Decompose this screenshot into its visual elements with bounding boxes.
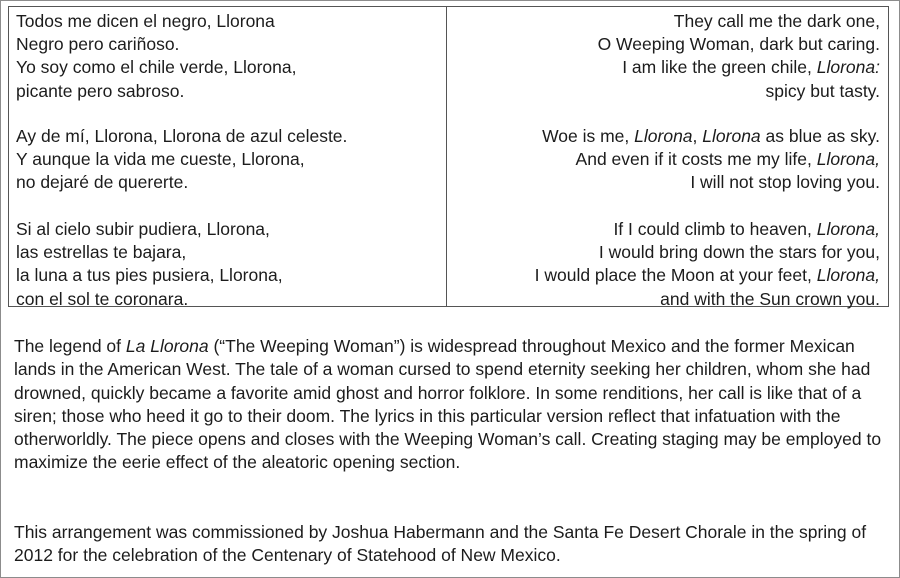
lyric-text: Woe is me, [542, 126, 635, 146]
lyric-line: la luna a tus pies pusiera, Llorona, [16, 265, 283, 286]
lyric-line: Todos me dicen el negro, Llorona [16, 11, 275, 31]
llorona-italic: Llorona [702, 126, 761, 146]
llorona-italic: Llorona: [816, 57, 880, 78]
lyric-line: Negro pero cariñoso. [16, 34, 180, 55]
spanish-stanza-1 [9, 10, 446, 103]
lyric-text: I am like the green chile, [622, 57, 817, 78]
lyric-line: Ay de mí, Llorona, Llorona de azul celeste. [16, 126, 348, 146]
lyric-line: and with the Sun crown you. [660, 288, 880, 309]
description-paragraph-2 [14, 521, 884, 568]
lyric-line: Si al cielo subir pudiera, Llorona, [16, 219, 270, 239]
lyric-line [447, 218, 880, 241]
lyric-line: las estrellas te bajara, [16, 242, 187, 263]
llorona-italic: Llorona, [816, 265, 880, 286]
english-stanza-3 [447, 218, 888, 311]
description-paragraph-1 [14, 335, 884, 475]
legend-paragraph [14, 335, 884, 475]
lyric-line: I will not stop loving you. [690, 172, 880, 193]
lyric-line: They call me the dark one, [673, 11, 880, 31]
lyric-line: no dejaré de quererte. [16, 172, 189, 193]
lyric-line: picante pero sabroso. [16, 80, 185, 101]
spanish-lyrics-column [9, 7, 447, 309]
lyric-line: con el sol te coronara. [16, 288, 189, 309]
lyric-line: I would bring down the stars for you, [598, 242, 880, 263]
lyric-line: O Weeping Woman, dark but caring. [597, 34, 880, 55]
lyric-line: Yo soy como el chile verde, Llorona, [16, 57, 297, 78]
legend-text-start: The legend of [14, 336, 126, 356]
llorona-italic: Llorona [634, 126, 693, 146]
english-stanza-2 [447, 125, 888, 195]
la-llorona-title: La Llorona [125, 336, 209, 356]
lyric-line [447, 264, 880, 287]
lyric-text: If I could climb to heaven, [613, 219, 817, 239]
lyric-line: spicy but tasty. [765, 80, 880, 101]
lyric-line [447, 125, 880, 148]
legend-text-body: (“The Weeping Woman”) is widespread throughout Mexico and the former Mexican lands in the American West. The tale of a woman cursed to spend eternity seeking her children, whom she had drowned, quickly became a favorite amid ghost and horror folklore. In some renditions, her call is like that of a siren; those who heed it go to their doom. The lyrics in this particular version reflect that infatuation with the otherworldly. The piece opens and closes with the Weeping Woman’s call. Creating staging may be employed to maximize the eerie effect of the aleatoric opening section. [14, 336, 882, 473]
english-translation-column [447, 7, 888, 309]
lyric-line [447, 56, 880, 79]
lyric-text: I would place the Moon at your feet, [534, 265, 817, 286]
lyric-line: Y aunque la vida me cueste, Llorona, [16, 149, 305, 170]
lyric-text: , [692, 126, 703, 146]
spanish-stanza-2 [9, 125, 446, 195]
commission-paragraph: This arrangement was commissioned by Joshua Habermann and the Santa Fe Desert Chorale in the spring of 2012 for the celebration of the Centenary of Statehood of New Mexico. [14, 522, 867, 566]
lyric-text: as blue as sky. [760, 126, 880, 146]
english-stanza-1 [447, 10, 888, 103]
llorona-italic: Llorona, [816, 149, 880, 170]
lyric-text: And even if it costs me my life, [575, 149, 817, 170]
spanish-stanza-3 [9, 218, 446, 311]
lyrics-table [8, 6, 889, 307]
lyric-line [447, 148, 880, 171]
llorona-italic: Llorona, [816, 219, 880, 239]
